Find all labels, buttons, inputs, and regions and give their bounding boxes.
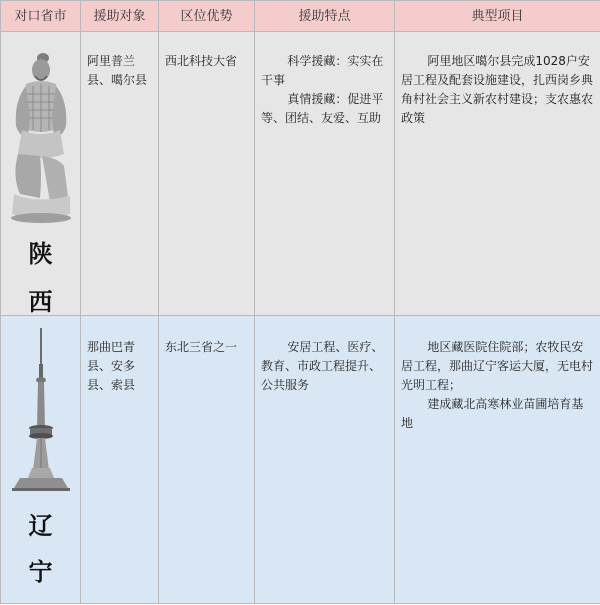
table-row [1,32,600,316]
table-row [1,316,600,604]
advantage-text: 西北科技大省 [165,54,238,68]
project-paragraph: 阿里地区噶尔县完成1028户安居工程及配套设施建设，扎西岗乡典角村社会主义新农村建设；支农惠农政策 [401,54,594,125]
header-advantage: 区位优势 [159,1,255,32]
features-cell [255,316,395,604]
targets-cell [81,316,159,604]
advantage-text: 东北三省之一 [165,340,238,354]
header-features: 援助特点 [255,1,395,32]
project-paragraph: 建成藏北高寒林业苗圃培育基地 [401,397,584,430]
project-paragraph: 地区藏医院住院部；农牧民安居工程，那曲辽宁客运大厦，无电村光明工程； [401,340,594,392]
advantage-cell [159,316,255,604]
targets-text: 阿里普兰县、噶尔县 [87,54,148,87]
targets-cell [81,32,159,316]
province-name-line1: 辽 [28,511,53,540]
province-cell [1,316,81,604]
feature-paragraph: 安居工程、医疗、教育、市政工程提升、公共服务 [261,340,384,392]
province-name-line2: 宁 [28,557,53,586]
tv-tower-icon [1,328,80,504]
header-targets: 援助对象 [81,1,159,32]
features-cell [255,32,395,316]
projects-cell [395,316,600,604]
province-cell [1,32,81,316]
header-province: 对口省市 [1,1,81,32]
advantage-cell [159,32,255,316]
targets-text: 那曲巴青县、安多县、索县 [87,340,136,392]
header-projects: 典型项目 [395,1,600,32]
province-name-line2: 西 [28,287,53,316]
header-row [1,1,600,32]
feature-paragraph: 科学援藏：实实在干事 [261,54,384,87]
terracotta-warrior-statue-icon [1,46,80,237]
province-name-line1: 陕 [28,239,53,268]
feature-paragraph: 真情援藏：促进平等、团结、友爱、互助 [261,92,384,125]
projects-cell [395,32,600,316]
